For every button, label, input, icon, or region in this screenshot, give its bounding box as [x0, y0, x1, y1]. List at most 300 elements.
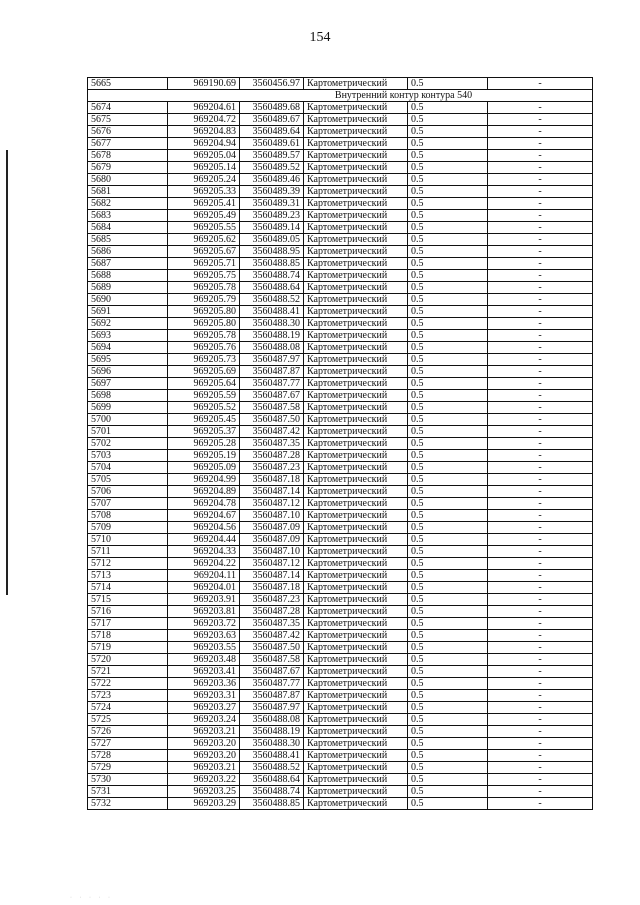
coordinate-y: 3560487.42: [240, 630, 304, 642]
coordinate-y: 3560489.68: [240, 102, 304, 114]
table-row: [88, 126, 593, 138]
accuracy-cell: 0.5: [408, 318, 488, 330]
coordinate-x: 969205.37: [168, 426, 240, 438]
point-number: 5713: [88, 570, 168, 582]
coordinate-x: 969204.56: [168, 522, 240, 534]
point-number: 5707: [88, 498, 168, 510]
table-row: [88, 438, 593, 450]
coordinate-x: 969204.78: [168, 498, 240, 510]
table-row: [88, 234, 593, 246]
coordinate-x: 969205.04: [168, 150, 240, 162]
coordinate-y: 3560487.58: [240, 654, 304, 666]
coordinates-table: [87, 77, 593, 810]
accuracy-cell: 0.5: [408, 570, 488, 582]
point-number: 5679: [88, 162, 168, 174]
coordinate-y: 3560488.30: [240, 318, 304, 330]
accuracy-cell: 0.5: [408, 450, 488, 462]
point-number: 5692: [88, 318, 168, 330]
coordinate-x: 969203.21: [168, 726, 240, 738]
coordinate-x: 969205.80: [168, 318, 240, 330]
table-row: [88, 786, 593, 798]
table-row: [88, 486, 593, 498]
point-number: 5719: [88, 642, 168, 654]
coordinate-y: 3560487.67: [240, 390, 304, 402]
coordinate-x: 969203.20: [168, 750, 240, 762]
table-row: [88, 798, 593, 810]
note-cell: -: [488, 774, 593, 786]
method-cell: Картометрический: [304, 486, 408, 498]
point-number: 5717: [88, 618, 168, 630]
accuracy-cell: 0.5: [408, 294, 488, 306]
coordinate-x: 969203.20: [168, 738, 240, 750]
method-cell: Картометрический: [304, 510, 408, 522]
table-row: [88, 690, 593, 702]
accuracy-cell: 0.5: [408, 126, 488, 138]
note-cell: -: [488, 546, 593, 558]
coordinate-y: 3560488.64: [240, 282, 304, 294]
coordinate-x: 969203.91: [168, 594, 240, 606]
table-row: [88, 570, 593, 582]
method-cell: Картометрический: [304, 618, 408, 630]
coordinate-x: 969204.83: [168, 126, 240, 138]
method-cell: Картометрический: [304, 666, 408, 678]
accuracy-cell: 0.5: [408, 198, 488, 210]
coordinate-x: 969205.79: [168, 294, 240, 306]
coordinate-y: 3560487.42: [240, 426, 304, 438]
accuracy-cell: 0.5: [408, 606, 488, 618]
coordinate-x: 969203.27: [168, 702, 240, 714]
method-cell: Картометрический: [304, 222, 408, 234]
coordinate-y: 3560487.35: [240, 618, 304, 630]
method-cell: Картометрический: [304, 414, 408, 426]
point-number: 5697: [88, 378, 168, 390]
method-cell: Картометрический: [304, 774, 408, 786]
table-row: [88, 750, 593, 762]
note-cell: -: [488, 342, 593, 354]
point-number: 5689: [88, 282, 168, 294]
method-cell: Картометрический: [304, 198, 408, 210]
coordinate-y: 3560487.10: [240, 510, 304, 522]
accuracy-cell: 0.5: [408, 798, 488, 810]
coordinate-y: 3560488.64: [240, 774, 304, 786]
method-cell: Картометрический: [304, 558, 408, 570]
table-row: [88, 582, 593, 594]
table-row: [88, 558, 593, 570]
coordinate-x: 969205.76: [168, 342, 240, 354]
note-cell: -: [488, 150, 593, 162]
method-cell: Картометрический: [304, 426, 408, 438]
coordinate-x: 969205.14: [168, 162, 240, 174]
accuracy-cell: 0.5: [408, 774, 488, 786]
coordinate-x: 969205.78: [168, 282, 240, 294]
accuracy-cell: 0.5: [408, 342, 488, 354]
point-number: 5693: [88, 330, 168, 342]
note-cell: -: [488, 762, 593, 774]
coordinate-y: 3560489.05: [240, 234, 304, 246]
note-cell: -: [488, 102, 593, 114]
method-cell: Картометрический: [304, 270, 408, 282]
table-row: [88, 630, 593, 642]
point-number: 5690: [88, 294, 168, 306]
method-cell: Картометрический: [304, 726, 408, 738]
point-number: 5704: [88, 462, 168, 474]
point-number: 5678: [88, 150, 168, 162]
note-cell: -: [488, 486, 593, 498]
note-cell: -: [488, 786, 593, 798]
accuracy-cell: 0.5: [408, 486, 488, 498]
method-cell: Картометрический: [304, 354, 408, 366]
section-header-row: [88, 90, 593, 102]
accuracy-cell: 0.5: [408, 414, 488, 426]
accuracy-cell: 0.5: [408, 714, 488, 726]
table-row: [88, 462, 593, 474]
point-number: 5677: [88, 138, 168, 150]
coordinate-x: 969203.21: [168, 762, 240, 774]
table-row: [88, 678, 593, 690]
table-row: [88, 102, 593, 114]
coordinate-y: 3560489.64: [240, 126, 304, 138]
table-row: [88, 738, 593, 750]
note-cell: -: [488, 378, 593, 390]
coordinate-y: 3560487.14: [240, 486, 304, 498]
page-number: 154: [309, 30, 331, 45]
note-cell: -: [488, 210, 593, 222]
point-number: 5709: [88, 522, 168, 534]
table-row: [88, 150, 593, 162]
note-cell: -: [488, 726, 593, 738]
accuracy-cell: 0.5: [408, 642, 488, 654]
method-cell: Картометрический: [304, 150, 408, 162]
coordinate-y: 3560487.18: [240, 582, 304, 594]
coordinate-y: 3560487.09: [240, 522, 304, 534]
point-number: 5716: [88, 606, 168, 618]
accuracy-cell: 0.5: [408, 618, 488, 630]
table-row: [88, 654, 593, 666]
coordinate-y: 3560487.58: [240, 402, 304, 414]
note-cell: -: [488, 390, 593, 402]
accuracy-cell: 0.5: [408, 354, 488, 366]
coordinate-x: 969205.71: [168, 258, 240, 270]
point-number: 5701: [88, 426, 168, 438]
method-cell: Картометрический: [304, 534, 408, 546]
table-row: [88, 342, 593, 354]
coordinate-x: 969204.99: [168, 474, 240, 486]
table-row: [88, 138, 593, 150]
table-row: [88, 450, 593, 462]
coordinate-y: 3560488.85: [240, 258, 304, 270]
table-row: [88, 78, 593, 90]
method-cell: Картометрический: [304, 330, 408, 342]
coordinate-y: 3560489.46: [240, 174, 304, 186]
scan-artifact: · · · · ·: [70, 895, 113, 901]
coordinate-y: 3560489.14: [240, 222, 304, 234]
table-row: [88, 498, 593, 510]
point-number: 5687: [88, 258, 168, 270]
coordinate-y: 3560489.31: [240, 198, 304, 210]
coordinate-y: 3560488.30: [240, 738, 304, 750]
coordinate-y: 3560487.10: [240, 546, 304, 558]
method-cell: Картометрический: [304, 522, 408, 534]
method-cell: Картометрический: [304, 798, 408, 810]
note-cell: -: [488, 270, 593, 282]
point-number: 5729: [88, 762, 168, 774]
note-cell: -: [488, 186, 593, 198]
method-cell: Картометрический: [304, 450, 408, 462]
table-row: [88, 390, 593, 402]
coordinate-x: 969204.11: [168, 570, 240, 582]
point-number: 5726: [88, 726, 168, 738]
coordinate-x: 969190.69: [168, 78, 240, 90]
point-number: 5715: [88, 594, 168, 606]
method-cell: Картометрический: [304, 102, 408, 114]
method-cell: Картометрический: [304, 342, 408, 354]
coordinate-x: 969203.25: [168, 786, 240, 798]
note-cell: -: [488, 618, 593, 630]
coordinate-x: 969205.33: [168, 186, 240, 198]
coordinate-x: 969205.55: [168, 222, 240, 234]
accuracy-cell: 0.5: [408, 270, 488, 282]
note-cell: -: [488, 534, 593, 546]
coordinate-y: 3560487.23: [240, 594, 304, 606]
accuracy-cell: 0.5: [408, 150, 488, 162]
point-number: 5728: [88, 750, 168, 762]
point-number: 5685: [88, 234, 168, 246]
accuracy-cell: 0.5: [408, 594, 488, 606]
method-cell: Картометрический: [304, 78, 408, 90]
accuracy-cell: 0.5: [408, 330, 488, 342]
table-row: [88, 330, 593, 342]
method-cell: Картометрический: [304, 294, 408, 306]
note-cell: -: [488, 642, 593, 654]
accuracy-cell: 0.5: [408, 558, 488, 570]
table-row: [88, 774, 593, 786]
note-cell: -: [488, 174, 593, 186]
method-cell: Картометрический: [304, 390, 408, 402]
method-cell: Картометрический: [304, 258, 408, 270]
accuracy-cell: 0.5: [408, 114, 488, 126]
coordinate-y: 3560487.87: [240, 690, 304, 702]
point-number: 5675: [88, 114, 168, 126]
coordinate-y: 3560489.52: [240, 162, 304, 174]
coordinate-y: 3560487.77: [240, 378, 304, 390]
point-number: 5680: [88, 174, 168, 186]
note-cell: -: [488, 282, 593, 294]
point-number: 5688: [88, 270, 168, 282]
coordinate-x: 969204.89: [168, 486, 240, 498]
accuracy-cell: 0.5: [408, 762, 488, 774]
note-cell: -: [488, 306, 593, 318]
note-cell: -: [488, 114, 593, 126]
coordinates-table-body: [88, 78, 593, 810]
note-cell: -: [488, 294, 593, 306]
coordinate-x: 969203.41: [168, 666, 240, 678]
note-cell: -: [488, 198, 593, 210]
note-cell: -: [488, 78, 593, 90]
note-cell: -: [488, 318, 593, 330]
coordinate-y: 3560487.97: [240, 702, 304, 714]
note-cell: -: [488, 750, 593, 762]
table-row: [88, 402, 593, 414]
note-cell: -: [488, 258, 593, 270]
table-row: [88, 354, 593, 366]
table-row: [88, 618, 593, 630]
point-number: 5730: [88, 774, 168, 786]
coordinate-x: 969204.67: [168, 510, 240, 522]
method-cell: Картометрический: [304, 630, 408, 642]
coordinate-x: 969203.63: [168, 630, 240, 642]
method-cell: Картометрический: [304, 366, 408, 378]
coordinate-x: 969203.24: [168, 714, 240, 726]
method-cell: Картометрический: [304, 498, 408, 510]
note-cell: -: [488, 450, 593, 462]
coordinate-x: 969205.49: [168, 210, 240, 222]
point-number: 5686: [88, 246, 168, 258]
note-cell: -: [488, 246, 593, 258]
table-row: [88, 414, 593, 426]
coordinate-y: 3560487.50: [240, 414, 304, 426]
point-number: 5731: [88, 786, 168, 798]
point-number: 5681: [88, 186, 168, 198]
note-cell: -: [488, 366, 593, 378]
coordinate-x: 969203.22: [168, 774, 240, 786]
table-row: [88, 246, 593, 258]
table-row: [88, 306, 593, 318]
accuracy-cell: 0.5: [408, 174, 488, 186]
point-number: 5684: [88, 222, 168, 234]
point-number: 5683: [88, 210, 168, 222]
point-number: 5710: [88, 534, 168, 546]
method-cell: Картометрический: [304, 678, 408, 690]
scan-edge-mark: [6, 150, 8, 595]
note-cell: -: [488, 654, 593, 666]
note-cell: -: [488, 354, 593, 366]
coordinate-x: 969204.61: [168, 102, 240, 114]
method-cell: Картометрический: [304, 594, 408, 606]
method-cell: Картометрический: [304, 654, 408, 666]
coordinate-y: 3560487.97: [240, 354, 304, 366]
table-row: [88, 762, 593, 774]
table-row: [88, 318, 593, 330]
coordinate-y: 3560488.85: [240, 798, 304, 810]
point-number: 5708: [88, 510, 168, 522]
accuracy-cell: 0.5: [408, 210, 488, 222]
note-cell: -: [488, 126, 593, 138]
note-cell: -: [488, 738, 593, 750]
point-number: 5702: [88, 438, 168, 450]
point-number: 5718: [88, 630, 168, 642]
note-cell: -: [488, 666, 593, 678]
accuracy-cell: 0.5: [408, 102, 488, 114]
coordinate-y: 3560487.09: [240, 534, 304, 546]
coordinate-x: 969205.59: [168, 390, 240, 402]
coordinate-x: 969205.45: [168, 414, 240, 426]
note-cell: -: [488, 690, 593, 702]
method-cell: Картометрический: [304, 714, 408, 726]
note-cell: -: [488, 702, 593, 714]
coordinate-x: 969203.31: [168, 690, 240, 702]
coordinate-x: 969205.24: [168, 174, 240, 186]
method-cell: Картометрический: [304, 738, 408, 750]
note-cell: -: [488, 522, 593, 534]
point-number: 5676: [88, 126, 168, 138]
method-cell: Картометрический: [304, 186, 408, 198]
point-number: 5696: [88, 366, 168, 378]
point-number: 5706: [88, 486, 168, 498]
note-cell: -: [488, 138, 593, 150]
point-number: 5674: [88, 102, 168, 114]
accuracy-cell: 0.5: [408, 246, 488, 258]
method-cell: Картометрический: [304, 246, 408, 258]
accuracy-cell: 0.5: [408, 498, 488, 510]
note-cell: -: [488, 678, 593, 690]
note-cell: -: [488, 162, 593, 174]
coordinate-x: 969205.75: [168, 270, 240, 282]
table-row: [88, 714, 593, 726]
table-row: [88, 186, 593, 198]
point-number: 5705: [88, 474, 168, 486]
accuracy-cell: 0.5: [408, 738, 488, 750]
note-cell: -: [488, 798, 593, 810]
coordinate-x: 969204.44: [168, 534, 240, 546]
coordinate-y: 3560487.23: [240, 462, 304, 474]
table-row: [88, 258, 593, 270]
method-cell: Картометрический: [304, 402, 408, 414]
coordinate-y: 3560489.39: [240, 186, 304, 198]
accuracy-cell: 0.5: [408, 282, 488, 294]
coordinate-x: 969205.64: [168, 378, 240, 390]
coordinate-x: 969204.72: [168, 114, 240, 126]
point-number: 5699: [88, 402, 168, 414]
table-row: [88, 702, 593, 714]
coordinate-y: 3560489.67: [240, 114, 304, 126]
note-cell: -: [488, 594, 593, 606]
coordinate-x: 969203.81: [168, 606, 240, 618]
accuracy-cell: 0.5: [408, 582, 488, 594]
table-row: [88, 198, 593, 210]
coordinate-y: 3560487.87: [240, 366, 304, 378]
coordinate-y: 3560487.35: [240, 438, 304, 450]
table-row: [88, 534, 593, 546]
coordinate-y: 3560488.08: [240, 342, 304, 354]
point-number: 5720: [88, 654, 168, 666]
note-cell: -: [488, 606, 593, 618]
coordinate-x: 969203.72: [168, 618, 240, 630]
accuracy-cell: 0.5: [408, 378, 488, 390]
note-cell: -: [488, 498, 593, 510]
coordinate-y: 3560488.95: [240, 246, 304, 258]
point-number: 5712: [88, 558, 168, 570]
note-cell: -: [488, 582, 593, 594]
accuracy-cell: 0.5: [408, 462, 488, 474]
method-cell: Картометрический: [304, 762, 408, 774]
method-cell: Картометрический: [304, 582, 408, 594]
table-row: [88, 642, 593, 654]
coordinate-x: 969205.41: [168, 198, 240, 210]
table-row: [88, 114, 593, 126]
coordinate-x: 969203.48: [168, 654, 240, 666]
coordinate-y: 3560488.08: [240, 714, 304, 726]
coordinate-y: 3560487.28: [240, 450, 304, 462]
coordinate-x: 969204.33: [168, 546, 240, 558]
coordinate-y: 3560487.28: [240, 606, 304, 618]
method-cell: Картометрический: [304, 546, 408, 558]
point-number: 5695: [88, 354, 168, 366]
coordinate-y: 3560488.52: [240, 294, 304, 306]
table-row: [88, 294, 593, 306]
method-cell: Картометрический: [304, 702, 408, 714]
coordinate-x: 969204.22: [168, 558, 240, 570]
table-row: [88, 726, 593, 738]
